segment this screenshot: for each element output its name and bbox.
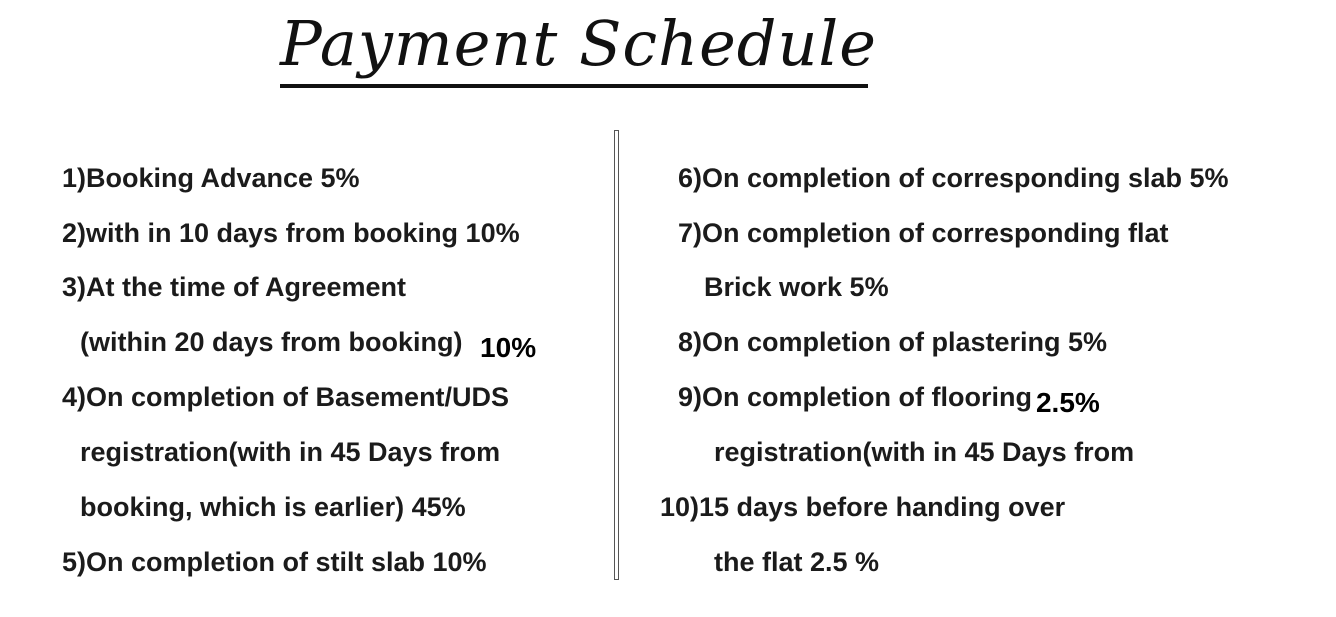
schedule-item-9-percent: 2.5% [1035, 387, 1100, 418]
schedule-item-3-percent: 10% [480, 332, 537, 363]
schedule-item-4: 4)On completion of Basement/UDS [62, 382, 510, 412]
page-title: Payment Schedule [280, 7, 877, 80]
title-underline [280, 84, 868, 88]
schedule-item-8: 8)On completion of plastering 5% [678, 327, 1108, 357]
column-divider [614, 130, 619, 580]
schedule-item-7-cont: Brick work 5% [704, 272, 889, 302]
schedule-item-9 [678, 381, 1100, 418]
schedule-item-7: 7)On completion of corresponding flat [678, 218, 1169, 248]
schedule-item-4-cont-1: registration(with in 45 Days from [80, 437, 501, 467]
schedule-item-4-cont-2: booking, which is earlier) 45% [80, 492, 466, 522]
schedule-item-5: 5)On completion of stilt slab 10% [62, 547, 487, 577]
schedule-item-6: 6)On completion of corresponding slab 5% [678, 163, 1229, 193]
schedule-item-3-detail: (within 20 days from booking) [80, 327, 463, 357]
schedule-item-10-cont: the flat 2.5 % [714, 547, 880, 577]
schedule-item-3-cont [80, 326, 537, 363]
schedule-item-10: 10)15 days before handing over [660, 492, 1066, 522]
schedule-item-3: 3)At the time of Agreement [62, 272, 407, 302]
schedule-item-9-label: 9)On completion of flooring [678, 382, 1032, 412]
schedule-item-9-cont: registration(with in 45 Days from [714, 437, 1135, 467]
schedule-item-1: 1)Booking Advance 5% [62, 163, 360, 193]
schedule-item-2: 2)with in 10 days from booking 10% [62, 218, 520, 248]
